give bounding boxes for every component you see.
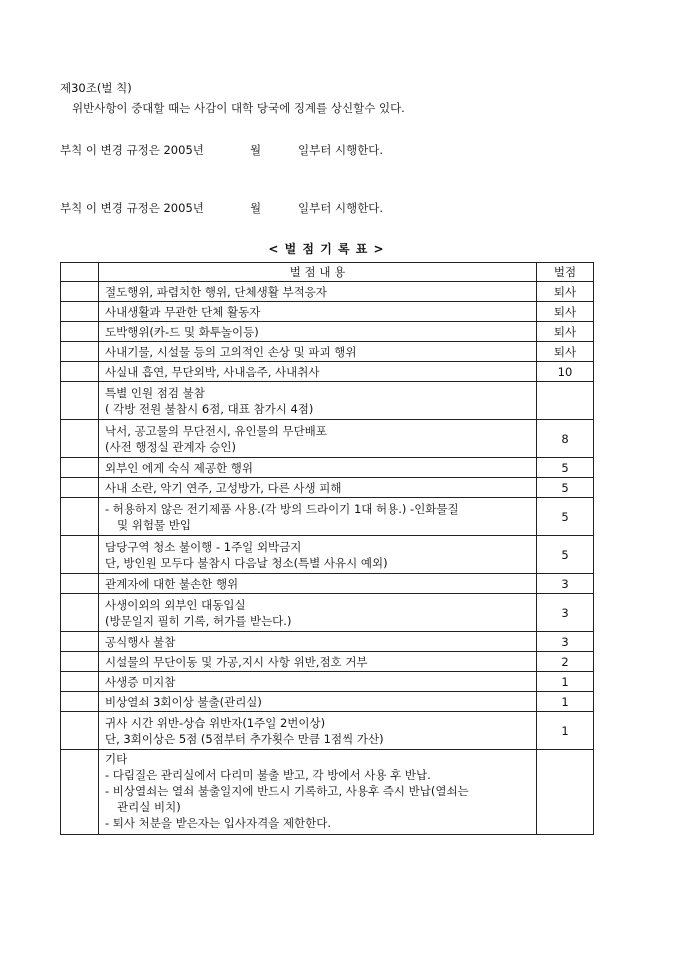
row-line: (방문일지 필히 기록, 허가를 받는다.): [105, 613, 292, 628]
row-content: [99, 322, 537, 342]
table-row: [61, 712, 594, 750]
row-penalty: 1: [537, 672, 594, 692]
table-row-misc: [61, 750, 594, 835]
misc-item-continuation: 관리실 비치): [117, 800, 181, 814]
row-line: 비상열쇠 3회이상 불출(관리실): [105, 694, 262, 709]
header-blank: [61, 263, 99, 282]
row-line: 단, 방인원 모두다 불참시 다음날 청소(특별 사유시 예외): [105, 555, 388, 570]
row-line: 절도행위, 파렴치한 행위, 단체생활 부적응자: [105, 284, 327, 299]
article-body: 위반사항이 중대할 때는 사감이 대학 당국에 징계를 상신할수 있다.: [72, 101, 405, 115]
row-content: [99, 362, 537, 382]
row-line: 사내생활과 무관한 단체 활동자: [105, 304, 261, 319]
row-content: [99, 382, 537, 420]
table-row: [61, 574, 594, 594]
row-line: 사생이외의 외부인 대동입실: [105, 597, 246, 612]
row-line: 사실내 흡연, 무단외박, 사내음주, 사내취사: [105, 364, 320, 379]
table-row: [61, 536, 594, 574]
row-content: [99, 632, 537, 652]
row-penalty: 1: [537, 692, 594, 712]
table-row: [61, 342, 594, 362]
row-blank-cell: [61, 458, 99, 478]
header-content: 벌 점 내 용: [99, 263, 537, 282]
row-penalty: 5: [537, 536, 594, 574]
row-content: [99, 282, 537, 302]
addendum-day: 일부터 시행한다.: [298, 201, 384, 215]
row-line: 외부인 에게 숙식 제공한 행위: [105, 460, 253, 475]
row-blank-cell: [61, 536, 99, 574]
row-penalty: 3: [537, 594, 594, 632]
table-row: [61, 458, 594, 478]
header-penalty: 벌점: [537, 263, 594, 282]
row-content: [99, 574, 537, 594]
table-row: [61, 362, 594, 382]
table-heading: < 벌 점 기 록 표 >: [268, 242, 385, 256]
row-penalty: 5: [537, 478, 594, 498]
addendum-text: 부칙 이 변경 규정은 2005년: [60, 143, 204, 157]
table-row: [61, 692, 594, 712]
row-line: 시설물의 무단이동 및 가공,지시 사항 위반,점호 거부: [105, 654, 368, 669]
row-penalty: 퇴사: [537, 282, 594, 302]
row-blank-cell: [61, 672, 99, 692]
row-line: 귀사 시간 위반-상습 위반자(1주일 2번이상): [105, 715, 326, 730]
row-blank-cell: [61, 478, 99, 498]
misc-item: - 비상열쇠는 열쇠 불출일지에 반드시 기록하고, 사용후 즉시 반납(열쇠는: [105, 784, 469, 798]
addendum-day: 일부터 시행한다.: [298, 143, 384, 157]
table-row: [61, 652, 594, 672]
table-row: [61, 632, 594, 652]
table-row: [61, 322, 594, 342]
table-row: [61, 302, 594, 322]
row-content: [99, 478, 537, 498]
misc-title: 기타: [105, 752, 128, 766]
row-line: 사내 소란, 악기 연주, 고성방가, 다른 사생 피해: [105, 480, 342, 495]
row-line: 사생증 미지참: [105, 674, 176, 689]
row-blank-cell: [61, 302, 99, 322]
row-penalty: [537, 382, 594, 420]
table-row: [61, 594, 594, 632]
row-content: [99, 652, 537, 672]
row-blank-cell: [61, 342, 99, 362]
row-penalty: 8: [537, 420, 594, 458]
row-content: [99, 594, 537, 632]
row-blank-cell: [61, 750, 99, 835]
row-penalty: 5: [537, 458, 594, 478]
row-line: 도박행위(카-드 및 화투놀이등): [105, 324, 259, 339]
penalty-table: [60, 262, 594, 835]
row-blank-cell: [61, 498, 99, 536]
row-content: [99, 712, 537, 750]
row-blank-cell: [61, 632, 99, 652]
row-blank-cell: [61, 420, 99, 458]
row-penalty: 퇴사: [537, 322, 594, 342]
row-line: 사내기물, 시설물 등의 고의적인 손상 및 파괴 행위: [105, 344, 357, 359]
table-row: [61, 420, 594, 458]
row-blank-cell: [61, 652, 99, 672]
misc-item: - 퇴사 처분을 받은자는 입사자격을 제한한다.: [105, 816, 332, 830]
row-penalty: 퇴사: [537, 342, 594, 362]
row-line: 공식행사 불참: [105, 634, 176, 649]
row-content: [99, 342, 537, 362]
row-content: [99, 420, 537, 458]
row-content: [99, 692, 537, 712]
table-row: [61, 498, 594, 536]
row-penalty: 3: [537, 632, 594, 652]
row-line: 및 위험물 반입: [117, 517, 191, 532]
table-row: [61, 382, 594, 420]
row-content: [99, 498, 537, 536]
table-header-row: [61, 263, 594, 282]
row-blank-cell: [61, 382, 99, 420]
row-penalty: 2: [537, 652, 594, 672]
row-line: 특별 인원 점검 불참: [105, 385, 205, 400]
row-content: [99, 302, 537, 322]
row-line: 단, 3회이상은 5점 (5점부터 추가횟수 만큼 1점씩 가산): [105, 731, 384, 746]
addendum-month: 월: [250, 143, 262, 157]
row-content: [99, 536, 537, 574]
misc-content: [99, 750, 537, 835]
row-blank-cell: [61, 594, 99, 632]
row-penalty: 1: [537, 712, 594, 750]
row-penalty: 퇴사: [537, 302, 594, 322]
article-title: 제30조(벌 칙): [60, 81, 132, 95]
row-line: - 허용하지 않은 전기제품 사용.(각 방의 드라이기 1대 허용.) -인화물질: [105, 501, 459, 516]
row-line: ( 각방 전원 불참시 6점, 대표 참가시 4점): [105, 401, 314, 416]
row-blank-cell: [61, 282, 99, 302]
table-row: [61, 478, 594, 498]
row-penalty: 5: [537, 498, 594, 536]
table-row: [61, 282, 594, 302]
row-line: 관계자에 대한 불손한 행위: [105, 576, 239, 591]
row-blank-cell: [61, 322, 99, 342]
row-penalty: [537, 750, 594, 835]
row-blank-cell: [61, 692, 99, 712]
row-content: [99, 672, 537, 692]
misc-item: - 다림질은 관리실에서 다리미 불출 받고, 각 방에서 사용 후 반납.: [105, 768, 431, 782]
row-penalty: 3: [537, 574, 594, 594]
row-penalty: 10: [537, 362, 594, 382]
row-content: [99, 458, 537, 478]
row-blank-cell: [61, 712, 99, 750]
table-row: [61, 672, 594, 692]
addendum-text: 부칙 이 변경 규정은 2005년: [60, 201, 204, 215]
row-blank-cell: [61, 362, 99, 382]
row-line: (사전 행정실 관계자 승인): [105, 439, 237, 454]
row-line: 낙서, 공고물의 무단전시, 유인물의 무단배포: [105, 423, 327, 438]
addendum-month: 월: [250, 201, 262, 215]
row-line: 담당구역 청소 불이행 - 1주일 외박금지: [105, 539, 302, 554]
row-blank-cell: [61, 574, 99, 594]
